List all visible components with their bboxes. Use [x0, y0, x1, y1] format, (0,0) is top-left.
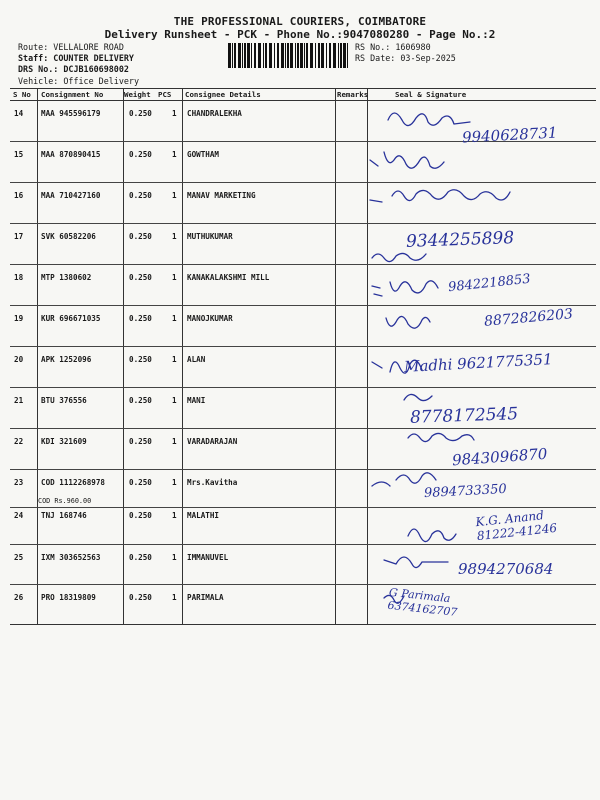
handwritten-phone: 9940628731 — [461, 123, 558, 147]
table-cell: 1 — [172, 150, 177, 159]
col-consignee: Consignee Details — [185, 90, 261, 99]
table-row — [10, 470, 596, 508]
table-cell: 0.250 — [129, 437, 152, 446]
table-cell: 1 — [172, 437, 177, 446]
table-cell: 1 — [172, 478, 177, 487]
table-cell: 1 — [172, 593, 177, 602]
table-cell: KUR 696671035 — [41, 314, 101, 323]
table-cell: 18 — [14, 273, 24, 282]
col-weight: Weight — [124, 90, 151, 99]
table-cell: 1 — [172, 355, 177, 364]
table-cell: 1 — [172, 553, 177, 562]
table-cell: 0.250 — [129, 191, 152, 200]
table-cell: APK 1252096 — [41, 355, 92, 364]
table-cell: 16 — [14, 191, 24, 200]
runsheet-title: Delivery Runsheet - PCK - Phone No.:9047080280 - Page No.:2 — [104, 28, 496, 41]
cod-amount: COD Rs.960.00 — [38, 497, 92, 505]
table-cell: MAA 945596179 — [41, 109, 101, 118]
route-text: Route: VELLALORE ROAD — [18, 42, 124, 52]
table-cell: KANAKALAKSHMI MILL — [187, 273, 270, 282]
table-cell: 17 — [14, 232, 24, 241]
table-cell: MUTHUKUMAR — [187, 232, 233, 241]
table-cell: COD 1112268978 — [41, 478, 106, 487]
col-remarks: Remarks — [337, 90, 369, 99]
table-row — [10, 183, 596, 224]
vehicle-text: Vehicle: Office Delivery — [18, 75, 140, 86]
table-cell: Mrs.Kavitha — [187, 478, 238, 487]
table-cell: ALAN — [187, 355, 206, 364]
table-row — [10, 142, 596, 183]
table-cell: 0.250 — [129, 478, 152, 487]
handwritten-phone: 9894270684 — [458, 560, 554, 578]
table-cell: 20 — [14, 355, 24, 364]
table-cell: 1 — [172, 511, 177, 520]
handwritten-signature: G Parimala 6374162707 — [386, 585, 458, 619]
table-cell: MAA 870890415 — [41, 150, 101, 159]
company-name: THE PROFESSIONAL COURIERS, COIMBATORE — [173, 15, 427, 28]
table-cell: BTU 376556 — [41, 396, 87, 405]
table-cell: 1 — [172, 314, 177, 323]
table-cell: 0.250 — [129, 232, 152, 241]
handwritten-phone: 8778172545 — [409, 404, 519, 428]
table-cell: 23 — [14, 478, 24, 487]
table-header — [10, 89, 596, 101]
table-cell: 0.250 — [129, 109, 152, 118]
rs-no-text: RS No.: 1606980 — [355, 42, 431, 52]
col-consignment: Consignment No — [41, 90, 104, 99]
table-cell: IMMANUVEL — [187, 553, 229, 562]
table-cell: MANI — [187, 396, 206, 405]
table-cell: 1 — [172, 109, 177, 118]
col-sno: S No — [13, 90, 31, 99]
table-cell: 1 — [172, 396, 177, 405]
col-pcs: PCS — [158, 90, 172, 99]
table-cell: 19 — [14, 314, 24, 323]
staff-text: Staff: COUNTER DELIVERY — [18, 53, 134, 64]
header-left-block — [18, 42, 139, 87]
handwritten-phone: 9344255898 — [405, 228, 515, 252]
handwritten-phone: 9843096870 — [451, 444, 548, 470]
table-cell: TNJ 168746 — [41, 511, 87, 520]
table-cell: MALATHI — [187, 511, 220, 520]
table-cell: 1 — [172, 191, 177, 200]
table-cell: MANOJKUMAR — [187, 314, 233, 323]
table-cell: SVK 60582206 — [41, 232, 96, 241]
table-cell: 0.250 — [129, 553, 152, 562]
table-cell: 21 — [14, 396, 24, 405]
table-cell: 0.250 — [129, 314, 152, 323]
drs-text: DRS No.: DCJB160698002 — [18, 64, 129, 75]
table-cell: VARADARAJAN — [187, 437, 238, 446]
header-right-block — [355, 42, 456, 64]
table-cell: 1 — [172, 232, 177, 241]
handwritten-phone: 9894733350 — [423, 481, 508, 502]
handwritten-phone: Madhi 9621775351 — [403, 350, 553, 376]
barcode-image — [228, 43, 350, 68]
table-cell: 0.250 — [129, 150, 152, 159]
table-cell: 0.250 — [129, 396, 152, 405]
table-cell: 14 — [14, 109, 24, 118]
handwritten-phone: 8872826203 — [483, 306, 574, 330]
table-cell: 25 — [14, 553, 24, 562]
handwritten-phone: 9842218853 — [447, 271, 532, 296]
table-cell: 0.250 — [129, 355, 152, 364]
table-cell: 0.250 — [129, 593, 152, 602]
col-seal: Seal & Signature — [395, 90, 467, 99]
rs-date-text: RS Date: 03-Sep-2025 — [355, 53, 456, 64]
table-cell: 24 — [14, 511, 24, 520]
table-cell: 1 — [172, 273, 177, 282]
table-cell: 15 — [14, 150, 24, 159]
table-cell: KDI 321609 — [41, 437, 87, 446]
table-cell: PARIMALA — [187, 593, 224, 602]
table-cell: GOWTHAM — [187, 150, 220, 159]
table-cell: IXM 303652563 — [41, 553, 101, 562]
table-cell: PRO 18319809 — [41, 593, 96, 602]
handwritten-signature: K.G. Anand 81222-41246 — [474, 508, 558, 544]
table-cell: MAA 710427160 — [41, 191, 101, 200]
table-cell: 0.250 — [129, 511, 152, 520]
table-cell: CHANDRALEKHA — [187, 109, 242, 118]
table-cell: MTP 1380602 — [41, 273, 92, 282]
table-cell: 0.250 — [129, 273, 152, 282]
table-cell: 22 — [14, 437, 24, 446]
table-cell: MANAV MARKETING — [187, 191, 256, 200]
table-cell: 26 — [14, 593, 24, 602]
